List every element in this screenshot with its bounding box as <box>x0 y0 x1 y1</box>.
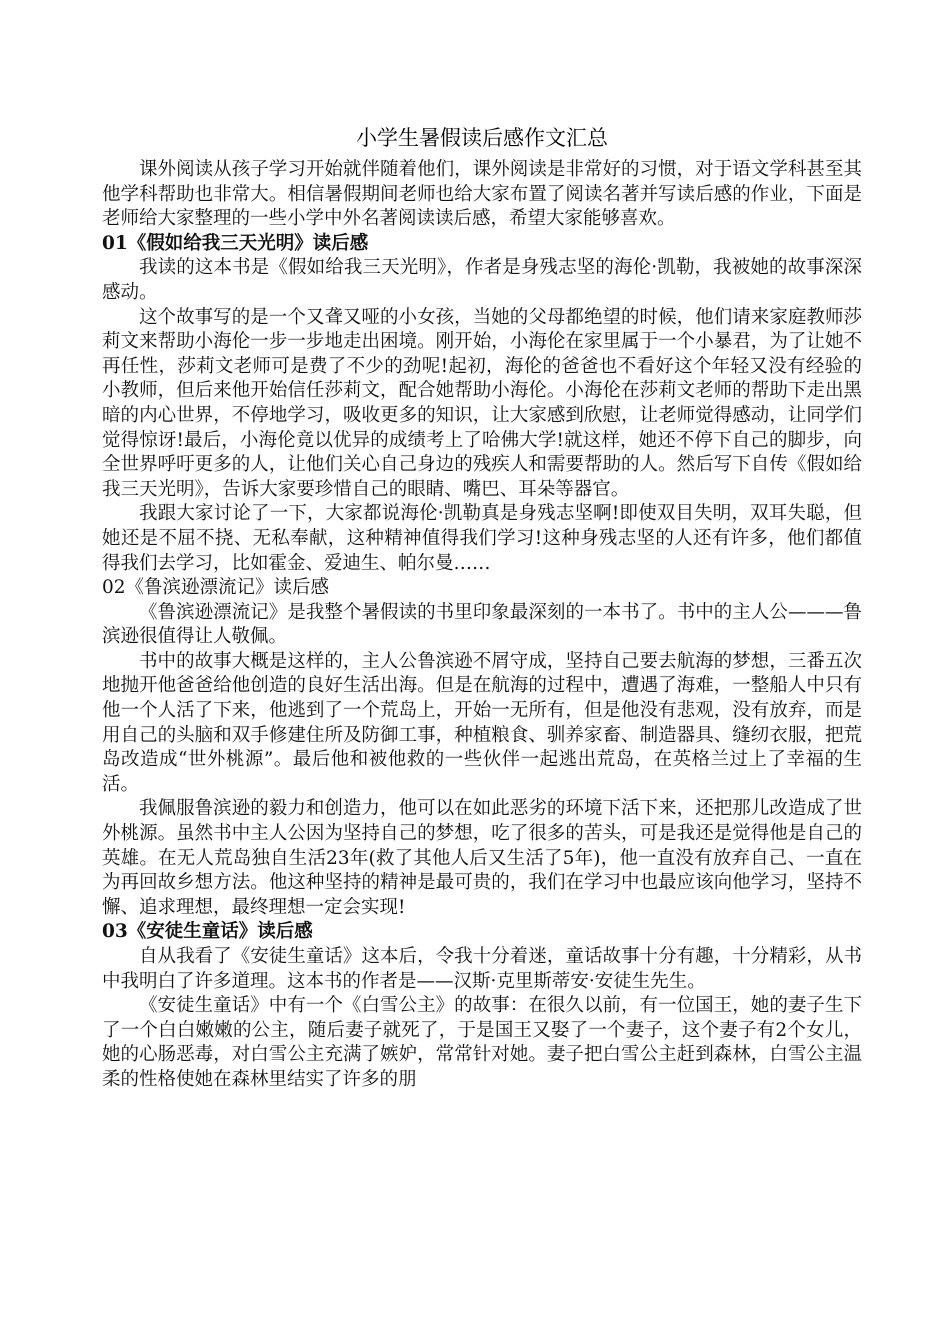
document-page <box>102 118 862 1093</box>
document-title: 小学生暑假读后感作文汇总 <box>356 126 608 150</box>
section-01-paragraph: 我跟大家讨论了一下，大家都说海伦·凯勒真是身残志坚啊!即使双目失明，双耳失聪，但她还是不屈不挠、无私奉献，这种精神值得我们学习!这种身残志坚的人还有许多，他们都值得我们去学习，比如霍金、爱迪生、帕尔曼…… <box>102 503 862 574</box>
section-heading-02: 02《鲁滨逊漂流记》读后感 <box>102 577 330 599</box>
section-heading-01: 01《假如给我三天光明》读后感 <box>102 232 369 254</box>
section-03-paragraph: 自从我看了《安徒生童话》这本后，令我十分着迷，童话故事十分有趣，十分精彩，从书中我明白了许多道理。这本书的作者是——汉斯·克里斯蒂安·安徒生先生。 <box>102 946 862 992</box>
intro-paragraph: 课外阅读从孩子学习开始就伴随着他们，课外阅读是非常好的习惯，对于语文学科甚至其他学科帮助也非常大。相信暑假期间老师也给大家布置了阅读名著并写读后感的作业，下面是老师给大家整理的一些小学中外名著阅读读后感，希望大家能够喜欢。 <box>102 159 862 230</box>
section-02-paragraph: 书中的故事大概是这样的，主人公鲁滨逊不屑守成，坚持自己要去航海的梦想，三番五次地抛开他爸爸给他创造的良好生活出海。但是在航海的过程中，遭遇了海难，一整船人中只有他一个人活了下来，他逃到了一个荒岛上，开始一无所有，但是他没有悲观，没有放弃，而是用自己的头脑和双手修建住所及防御工事，种植粮食、驯养家畜、制造器具、缝纫衣服，把荒岛改造成“世外桃源”。最后他和被他救的一些伙伴一起逃出荒岛，在英格兰过上了幸福的生活。 <box>102 650 862 795</box>
section-01-paragraph: 这个故事写的是一个又聋又哑的小女孩，当她的父母都绝望的时候，他们请来家庭教师莎莉文来帮助小海伦一步一步地走出困境。刚开始，小海伦在家里属于一个小暴君，为了让她不再任性，莎莉文老师可是费了不少的劲呢!起初，海伦的爸爸也不看好这个年轻又没有经验的小教师，但后来他开始信任莎莉文，配合她帮助小海伦。小海伦在莎莉文老师的帮助下走出黑暗的内心世界，不停地学习，吸收更多的知识，让大家感到欣慰，让老师觉得感动，让同学们觉得惊讶!最后，小海伦竟以优异的成绩考上了哈佛大学!就这样，她还不停下自己的脚步，向全世界呼吁更多的人，让他们关心自己身边的残疾人和需要帮助的人。然后写下自传《假如给我三天光明》，告诉大家要珍惜自己的眼睛、嘴巴、耳朵等器官。 <box>102 306 862 500</box>
section-01-paragraph: 我读的这本书是《假如给我三天光明》，作者是身残志坚的海伦·凯勒，我被她的故事深深感动。 <box>102 257 862 303</box>
section-heading-03: 03《安徒生童话》读后感 <box>102 921 313 943</box>
section-02-paragraph: 《鲁滨逊漂流记》是我整个暑假读的书里印象最深刻的一本书了。书中的主人公———鲁滨逊很值得让人敬佩。 <box>102 601 862 648</box>
section-02-paragraph: 我佩服鲁滨逊的毅力和创造力，他可以在如此恶劣的环境下活下来，还把那儿改造成了世外桃源。虽然书中主人公因为坚持自己的梦想，吃了很多的苦头，可是我还是觉得他是自己的英雄。在无人荒岛独自生活23年(救了其他人后又生活了5年)，他一直没有放弃自己、一直在为再回故乡想方法。他这种坚持的精神是最可贵的，我们在学习中也最应该向他学习，坚持不懈、追求理想，最终理想一定会实现! <box>102 798 862 918</box>
section-03-paragraph: 《安徒生童话》中有一个《白雪公主》的故事：在很久以前，有一位国王，她的妻子生下了一个白白嫩嫩的公主，随后妻子就死了，于是国王又娶了一个妻子，这个妻子有2个女儿，她的心肠恶毒，对白雪公主充满了嫉妒，常常针对她。妻子把白雪公主赶到森林，白雪公主温柔的性格使她在森林里结实了许多的朋 <box>102 995 862 1090</box>
